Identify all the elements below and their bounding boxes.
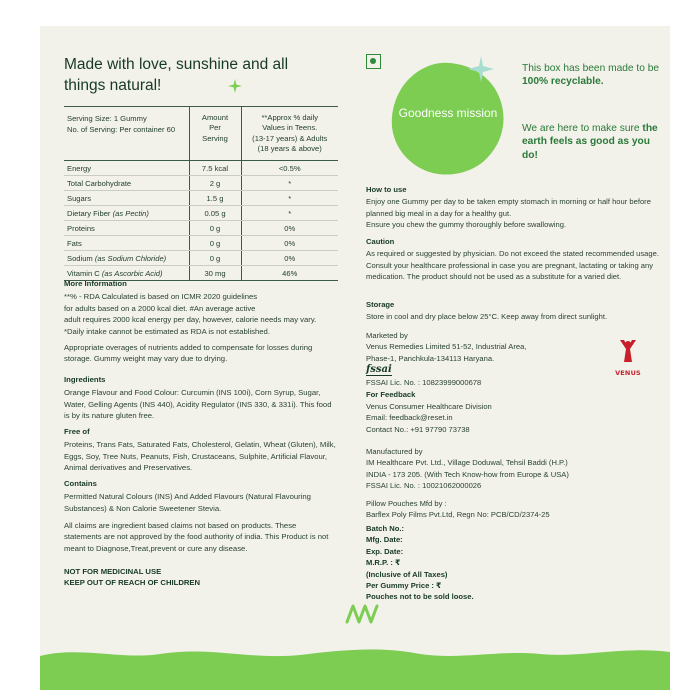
servings-per-container: No. of Serving: Per container 60 [67,125,176,134]
nutrient-amount: 1.5 g [189,191,241,206]
table-row [64,191,338,206]
overages-note: Appropriate overages of nutrients added to compensate for losses during storage. Gummy weight may vary due to drying. [64,343,313,364]
nutrient-amount: 0 g [189,236,241,251]
more-information: More Information **% - RDA Calculated is based on ICMR 2020 guidelines for adults based on a 2000 kcal diet. #An average active adult requires 2000 kcal energy per day, however, calorie needs may vary. *Daily intake cannot be estimated as RDA is not established. [64,278,336,337]
table-row [64,176,338,191]
venus-logo: VENUS [608,338,648,386]
nutrient-name: Fats [67,238,82,248]
nutrition-header [64,107,338,161]
how-to-use: How to use Enjoy one Gummy per day to be taken empty stomach in morning or half hour before planned big meal in a day for a healthy gut. Ensure you chew the gummy thoroughly before swallowing. [366,185,651,230]
nutrient-rda: * [241,191,338,206]
star-icon [468,56,494,82]
table-row [64,206,338,221]
storage: Storage Store in cool and dry place below 25°C. Keep away from direct sunlight. [366,300,608,322]
earth-text: We are here to make sure the earth feels as good as you do! [522,123,658,161]
feedback-email: Email: feedback@reset.in [366,413,453,423]
nutrient-amount: 7.5 kcal [189,161,241,176]
table-row [64,251,338,266]
nutrient-rda: <0.5% [241,161,338,176]
rda-header: (18 years & above) [257,143,322,153]
free-of: Free of Proteins, Trans Fats, Saturated Fats, Cholesterol, Gelatin, Wheat (Gluten), Milk, Eggs, Soy, Tree Nuts, Peanuts, Fish, Crustaceans, Sulphite, Artificial Flavour, Animal derivatives and Preservatives. [64,427,336,473]
batch-details: Batch No.: Mfg. Date: Exp. Date: M.R.P. : ₹ (Inclusive of All Taxes) Per Gummy Price : ₹ Pouches not to be sold loose. [366,524,474,602]
more-info-heading: More Information [64,279,127,288]
headline: Made with love, sunshine and all things natural! [64,56,289,95]
nutrient-name: Sugars [67,193,92,203]
rda-header: Values in Teens. [262,123,318,133]
fssai-logo: fssai [366,364,392,376]
venus-figure-icon [614,338,642,364]
serving-size: Serving Size: 1 Gummy [67,114,147,123]
amount-header: Serving [202,133,228,143]
pillow-pouches: Pillow Pouches Mfd by : Barflex Poly Films Pvt.Ltd, Regn No: PCB/CD/2374-25 [366,499,550,520]
veg-mark-icon [366,54,381,69]
nutrient-note: (as Pectin) [112,208,149,218]
sparkle-icon [228,79,242,93]
nutrient-name: Total Carbohydrate [67,178,132,188]
amount-header: Per [209,123,221,133]
table-row [64,221,338,236]
caution: Caution As required or suggested by physician. Do not exceed the stated recommended usage. Consult your healthcare professional in case you are pregnant, lactating or taking any medication. The product should not be used as a substitute for a varied diet. [366,237,659,282]
rda-header: **Approx % daily [261,113,319,122]
zigzag-icon [345,602,379,626]
nutrient-rda: * [241,206,338,221]
marketed-by: Marketed by Venus Remedies Limited 51-52, Industrial Area, Phase-1, Panchkula-134113 Haryana. fssai FSSAI Lic. No. : 10823999000678 For Feedback Venus Consumer Healthcare Division Email: feedback@reset.in Contact No.: +91 97790 73738 [366,330,602,435]
bottom-wave [40,646,670,690]
table-row [64,161,338,176]
nutrition-table [64,106,338,281]
label-panel [40,26,670,690]
nutrient-name: Energy [67,163,92,173]
recyclable-text: This box has been made to be 100% recyclable. [522,63,660,88]
nutrient-rda: * [241,176,338,191]
nutrient-note: (as Sodium Chloride) [94,253,167,263]
nutrient-rda: 46% [241,266,338,281]
nutrient-amount: 0.05 g [189,206,241,221]
nutrient-name: Sodium [67,253,93,263]
warnings: NOT FOR MEDICINAL USE KEEP OUT OF REACH OF CHILDREN [64,567,201,588]
nutrient-name: Proteins [67,223,95,233]
nutrient-rda: 0% [241,251,338,266]
contact-number: Contact No.: +91 97790 73738 [366,424,470,434]
nutrient-amount: 2 g [189,176,241,191]
nutrient-note: (as Ascorbic Acid) [101,268,163,278]
goodness-mission-text: Goodness mission [398,106,498,120]
contains: Contains Permitted Natural Colours (INS) And Added Flavours (Natural Flavouring Substances) & Non Calorie Sweetener Stevia. [64,479,311,513]
table-row [64,236,338,251]
rda-header: (13-17 years) & Adults [252,133,328,143]
nutrient-amount: 0 g [189,221,241,236]
claims-disclaimer: All claims are ingredient based claims not based on products. These statements are not approved by the food authority of india. This Product is not meant to Diagnose,Treat,prevent or cure any disease. [64,521,329,553]
nutrient-amount: 0 g [189,251,241,266]
nutrient-name: Dietary Fiber [67,208,111,218]
manufactured-by: Manufactured by IM Healthcare Pvt. Ltd., Village Doduwal, Tehsil Baddi (H.P.) INDIA - 173 205. (With Tech Know-how from Europe & USA) FSSAI Lic. No. : 10021062000026 [366,447,569,491]
amount-header: Amount [201,113,229,122]
nutrient-name: Vitamin C [67,268,100,278]
ingredients: Ingredients Orange Flavour and Food Colour: Curcumin (INS 100i), Corn Syrup, Sugar, Water, Gelling Agents (INS 440), Acidity Regulator (INS 330, & 331i). This food is by its nature gluten free. [64,375,332,421]
nutrient-rda: 0% [241,221,338,236]
nutrient-rda: 0% [241,236,338,251]
nutrient-amount: 30 mg [189,266,241,281]
fssai-license: FSSAI Lic. No. : 10823999000678 [366,378,482,388]
